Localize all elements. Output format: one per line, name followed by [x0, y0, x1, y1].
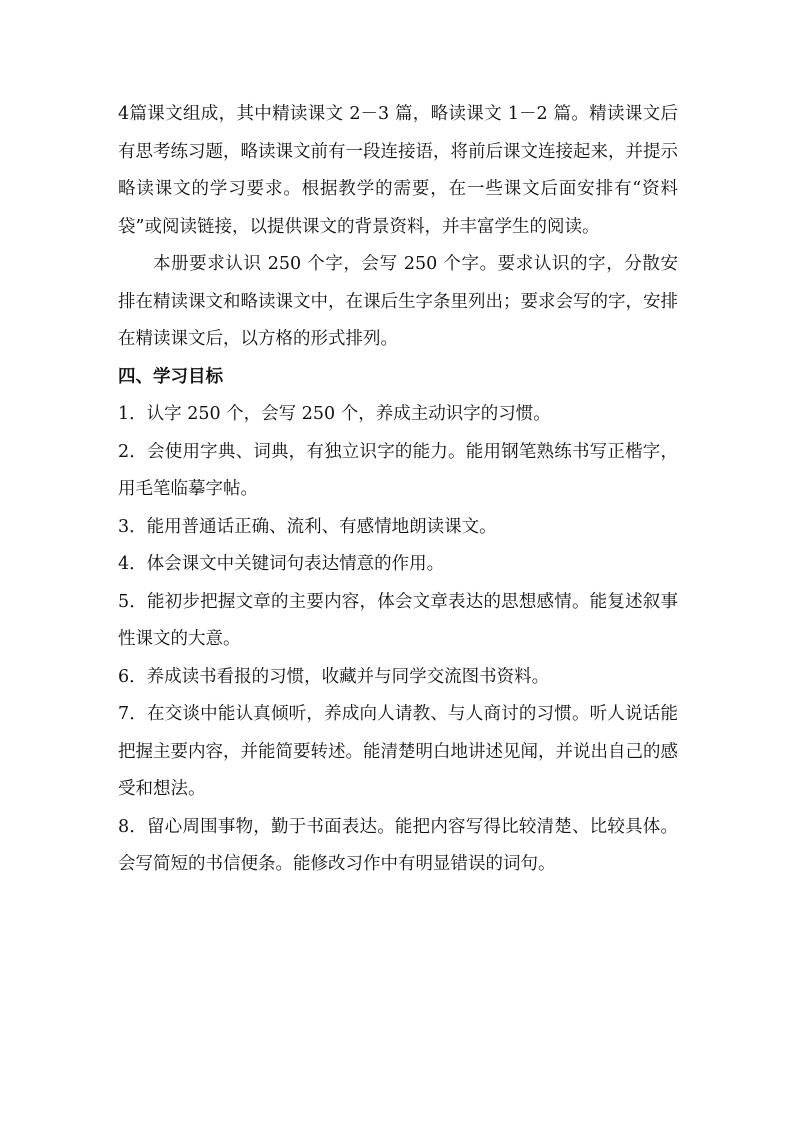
goal-item-1: 1．认字 250 个，会写 250 个，养成主动识字的习惯。: [118, 404, 551, 424]
goal-item-4: 4．体会课文中关键词句表达情意的作用。: [118, 554, 445, 574]
section-heading-learning-goals: 四、学习目标: [118, 366, 223, 387]
paragraph-lesson-composition: 4篇课文组成，其中精读课文 2－3 篇，略读课文 1－2 篇。精读课文后有思考练习题，略读课文前有一段连接语，将前后课文连接起来，并提示略读课文的学习要求。根据教学的需要，在一些课文后面安排有“资料袋”或阅读链接，以提供课文的背景资料，并丰富学生的阅读。: [118, 104, 678, 237]
goal-item-5: 5．能初步把握文章的主要内容，体会文章表达的思想感情。能复述叙事性课文的大意。: [118, 591, 678, 649]
goal-item-8: 8．留心周围事物，勤于书面表达。能把内容写得比较清楚、比较具体。会写简短的书信便条。能修改习作中有明显错误的词句。: [118, 816, 678, 874]
goal-item-6: 6．养成读书看报的习惯，收藏并与同学交流图书资料。: [118, 666, 550, 687]
goal-item-3: 3．能用普通话正确、流利、有感情地朗读课文。: [118, 516, 497, 537]
goal-item-7: 7．在交谈中能认真倾听，养成向人请教、与人商讨的习惯。听人说话能把握主要内容，并能简要转述。能清楚明白地讲述见闻，并说出自己的感受和想法。: [118, 704, 678, 799]
document-page: [118, 96, 678, 884]
goal-item-2: 2．会使用字典、词典，有独立识字的能力。能用钢笔熟练书写正楷字，用毛笔临摹字帖。: [118, 441, 678, 499]
paragraph-character-requirements: 本册要求认识 250 个字，会写 250 个字。要求认识的字，分散安排在精读课文和略读课文中，在课后生字条里列出；要求会写的字，安排在精读课文后，以方格的形式排列。: [118, 254, 678, 349]
